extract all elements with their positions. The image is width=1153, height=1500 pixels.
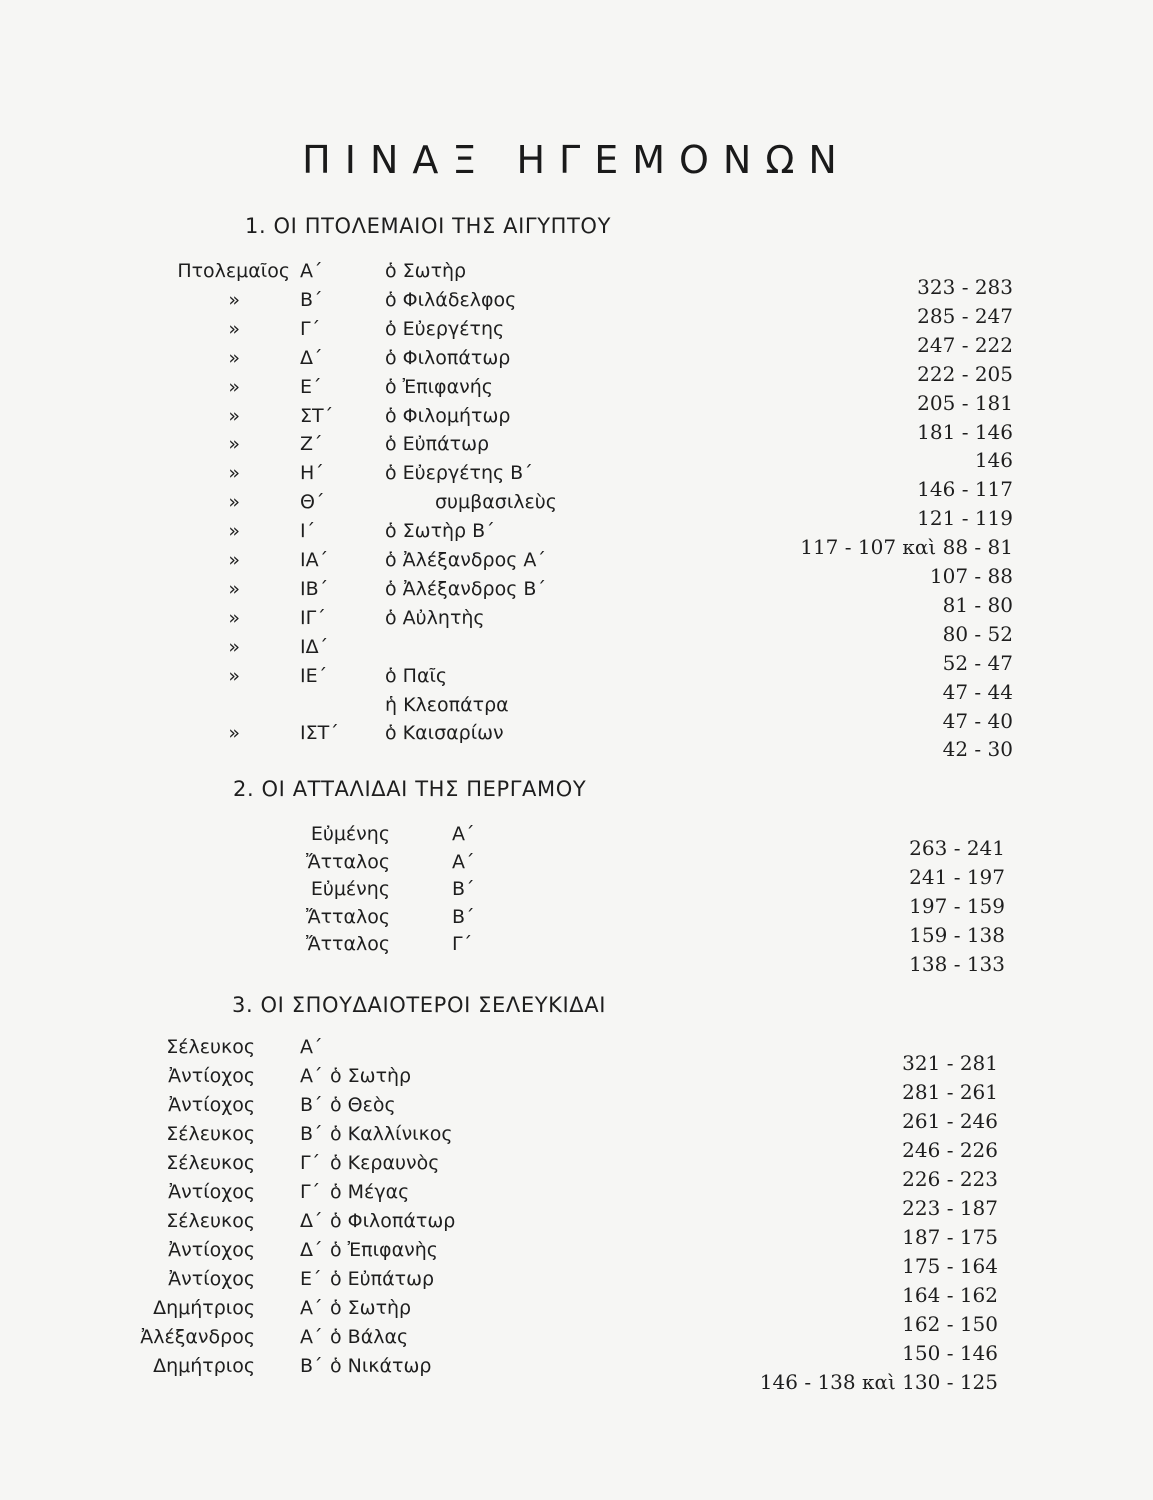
ruler-ordinal: Γ΄ (452, 933, 473, 955)
ruler-name: » (228, 288, 240, 311)
ruler-ordinal: Γ΄ (300, 1152, 321, 1174)
ruler-ordinal: Β΄ (300, 1123, 323, 1145)
reign-dates: 323 - 283 (917, 275, 1013, 299)
ruler-epithet: ὁ Καισαρίων (385, 722, 504, 745)
ruler-ordinal: Α΄ (300, 1297, 323, 1319)
ruler-epithet: ὁ Κεραυνὸς (330, 1152, 440, 1174)
ruler-name: » (228, 404, 240, 427)
reign-dates: 241 - 197 (909, 865, 1005, 889)
ruler-ordinal: Ε΄ (300, 375, 322, 398)
ruler-name: Ἀντίοχος (168, 1239, 255, 1261)
ruler-ordinal: Α΄ (300, 1065, 323, 1087)
reign-dates: 159 - 138 (909, 923, 1005, 947)
reign-dates: 223 - 187 (902, 1196, 998, 1220)
reign-dates: 81 - 80 (942, 592, 1013, 617)
ruler-name: » (228, 722, 240, 745)
ruler-name: Ἀντίοχος (168, 1065, 255, 1087)
ruler-epithet: ὁ Νικάτωρ (330, 1355, 432, 1377)
ruler-ordinal: Α΄ (452, 850, 475, 873)
reign-dates: 146 (974, 448, 1013, 473)
ruler-name: Ἀντίοχος (168, 1268, 255, 1290)
ruler-epithet: ὁ Σωτὴρ (330, 1297, 412, 1319)
ruler-ordinal: Δ΄ (300, 1210, 323, 1232)
ruler-ordinal: Θ΄ (300, 491, 325, 514)
reign-dates: 197 - 159 (909, 894, 1005, 918)
reign-dates: 226 - 223 (902, 1167, 998, 1191)
ruler-ordinal: Α΄ (300, 260, 323, 282)
ruler-ordinal: Η΄ (300, 462, 324, 485)
section-heading: 1. ΟΙ ΠΤΟΛΕΜΑΙΟΙ ΤΗΣ ΑΙΓΥΠΤΟΥ (245, 214, 611, 238)
ruler-ordinal: ΙΣΤ΄ (300, 722, 339, 745)
ruler-ordinal: Γ΄ (300, 1181, 321, 1203)
reign-dates: 117 - 107 καὶ 88 - 81 (800, 535, 1013, 560)
reign-dates: 146 - 117 (917, 477, 1013, 502)
ruler-ordinal: Δ΄ (300, 346, 323, 369)
ruler-epithet: ὁ Εὐεργέτης Β΄ (385, 462, 533, 485)
ruler-name: Πτολεμαῖος (177, 260, 290, 282)
ruler-name: Δημήτριος (153, 1355, 255, 1377)
ruler-name: » (228, 577, 240, 600)
ruler-ordinal: Γ΄ (300, 317, 321, 340)
ruler-epithet: ὁ Φιλοπάτωρ (385, 346, 511, 369)
reign-dates: 321 - 281 (902, 1051, 998, 1075)
ruler-ordinal: ΙΑ΄ (300, 549, 329, 571)
ruler-name: » (228, 549, 240, 571)
ruler-epithet: ὁ Ἀλέξανδρος Α΄ (385, 549, 546, 571)
reign-dates: 181 - 146 (917, 419, 1013, 444)
ruler-epithet: ὁ Σωτὴρ (330, 1065, 412, 1087)
ruler-name: » (228, 606, 240, 629)
ruler-name: » (228, 635, 240, 658)
ruler-ordinal: Β΄ (452, 905, 475, 928)
ruler-name: Σέλευκος (166, 1210, 255, 1232)
reign-dates: 187 - 175 (902, 1225, 998, 1249)
ruler-name: Σέλευκος (166, 1036, 255, 1058)
ruler-name: Ἄτταλος (305, 850, 390, 873)
ruler-epithet: ὁ Ἐπιφανὴς (330, 1239, 438, 1261)
reign-dates: 162 - 150 (902, 1312, 998, 1336)
ruler-ordinal: Ζ΄ (300, 433, 323, 456)
ruler-epithet: ὁ Φιλοπάτωρ (330, 1210, 456, 1232)
reign-dates: 107 - 88 (929, 564, 1013, 588)
ruler-name: » (228, 317, 240, 340)
ruler-ordinal: Β΄ (300, 288, 323, 311)
ruler-name: Εὐμένης (310, 878, 390, 900)
reign-dates: 121 - 119 (917, 506, 1013, 531)
ruler-epithet: ὁ Φιλάδελφος (385, 288, 517, 311)
reign-dates: 146 - 138 καὶ 130 - 125 (759, 1370, 998, 1394)
reign-dates: 47 - 40 (942, 708, 1013, 733)
ruler-name: Δημήτριος (153, 1297, 255, 1319)
section-heading: 2. ΟΙ ΑΤΤΑΛΙΔΑΙ ΤΗΣ ΠΕΡΓΑΜΟΥ (233, 777, 587, 801)
reign-dates: 246 - 226 (902, 1138, 998, 1162)
ruler-epithet: ὁ Φιλομήτωρ (385, 404, 511, 427)
ruler-epithet: ὁ Εὐπάτωρ (385, 433, 490, 456)
reign-dates: 281 - 261 (902, 1080, 998, 1104)
ruler-epithet: ὁ Βάλας (330, 1326, 409, 1348)
ruler-ordinal: Ε΄ (300, 1268, 322, 1290)
ruler-ordinal: Β΄ (452, 878, 475, 900)
ruler-epithet: ὁ Αὐλητὴς (385, 606, 485, 629)
ruler-ordinal: Β΄ (300, 1094, 323, 1116)
ruler-name: Εὐμένης (310, 823, 390, 845)
ruler-ordinal: ΣΤ΄ (300, 404, 334, 427)
reign-dates: 52 - 47 (942, 650, 1013, 675)
ruler-epithet: ὁ Ἀλέξανδρος Β΄ (385, 577, 546, 600)
ruler-epithet: ὁ Σωτὴρ Β΄ (385, 520, 495, 543)
ruler-name: » (228, 664, 240, 687)
reign-dates: 261 - 246 (902, 1109, 998, 1133)
reign-dates: 222 - 205 (917, 361, 1013, 386)
reign-dates: 263 - 241 (909, 836, 1005, 860)
ruler-epithet: ὁ Παῖς (385, 664, 448, 687)
ruler-epithet: ὁ Ἐπιφανής (385, 375, 493, 398)
ruler-ordinal: ΙΓ΄ (300, 606, 326, 629)
reign-dates: 285 - 247 (917, 303, 1013, 328)
reign-dates: 42 - 30 (942, 737, 1013, 762)
ruler-name: Ἀντίοχος (168, 1181, 255, 1203)
ruler-name: » (228, 433, 240, 456)
ruler-name: » (228, 520, 240, 543)
ruler-name: Ἄτταλος (305, 933, 390, 955)
ruler-name: » (228, 491, 240, 514)
ruler-epithet: ὁ Εὐπάτωρ (330, 1268, 435, 1290)
ruler-ordinal: Β΄ (300, 1355, 323, 1377)
ruler-name: Ἀντίοχος (168, 1094, 255, 1116)
reign-dates: 150 - 146 (902, 1341, 998, 1365)
page-title: ΠΙΝΑΞ ΗΓΕΜΟΝΩΝ (302, 138, 851, 182)
reign-dates: 80 - 52 (942, 621, 1013, 646)
ruler-epithet: ὁ Σωτὴρ (385, 260, 467, 282)
ruler-epithet: ἡ Κλεοπάτρα (385, 693, 509, 716)
reign-dates: 205 - 181 (917, 390, 1013, 415)
reign-dates: 138 - 133 (909, 952, 1005, 976)
ruler-epithet: ὁ Μέγας (330, 1181, 410, 1203)
ruler-ordinal: Α΄ (300, 1326, 323, 1348)
ruler-name: » (228, 375, 240, 398)
ruler-ordinal: ΙΒ΄ (300, 577, 329, 600)
reign-dates: 175 - 164 (902, 1254, 998, 1278)
ruler-name: » (228, 346, 240, 369)
ruler-epithet: συμβασιλεὺς (435, 491, 557, 514)
section-heading: 3. ΟΙ ΣΠΟΥΔΑΙΟΤΕΡΟΙ ΣΕΛΕΥΚΙΔΑΙ (232, 993, 607, 1017)
ruler-name: » (228, 462, 240, 485)
ruler-name: Ἄτταλος (305, 905, 390, 928)
ruler-epithet: ὁ Εὐεργέτης (385, 317, 505, 340)
reign-dates: 247 - 222 (917, 332, 1013, 357)
ruler-name: Σέλευκος (166, 1123, 255, 1145)
ruler-ordinal: ΙΔ΄ (300, 635, 329, 658)
ruler-name: Σέλευκος (166, 1152, 255, 1174)
ruler-ordinal: Δ΄ (300, 1239, 323, 1261)
ruler-ordinal: ΙΕ΄ (300, 664, 328, 687)
ruler-ordinal: Α΄ (452, 823, 475, 845)
reign-dates: 47 - 44 (942, 679, 1013, 704)
ruler-epithet: ὁ Καλλίνικος (330, 1123, 453, 1145)
ruler-ordinal: Α΄ (300, 1036, 323, 1058)
ruler-epithet: ὁ Θεὸς (330, 1094, 396, 1116)
reign-dates: 164 - 162 (902, 1283, 998, 1307)
ruler-ordinal: Ι΄ (300, 520, 316, 543)
ruler-name: Ἀλέξανδρος (140, 1326, 255, 1348)
